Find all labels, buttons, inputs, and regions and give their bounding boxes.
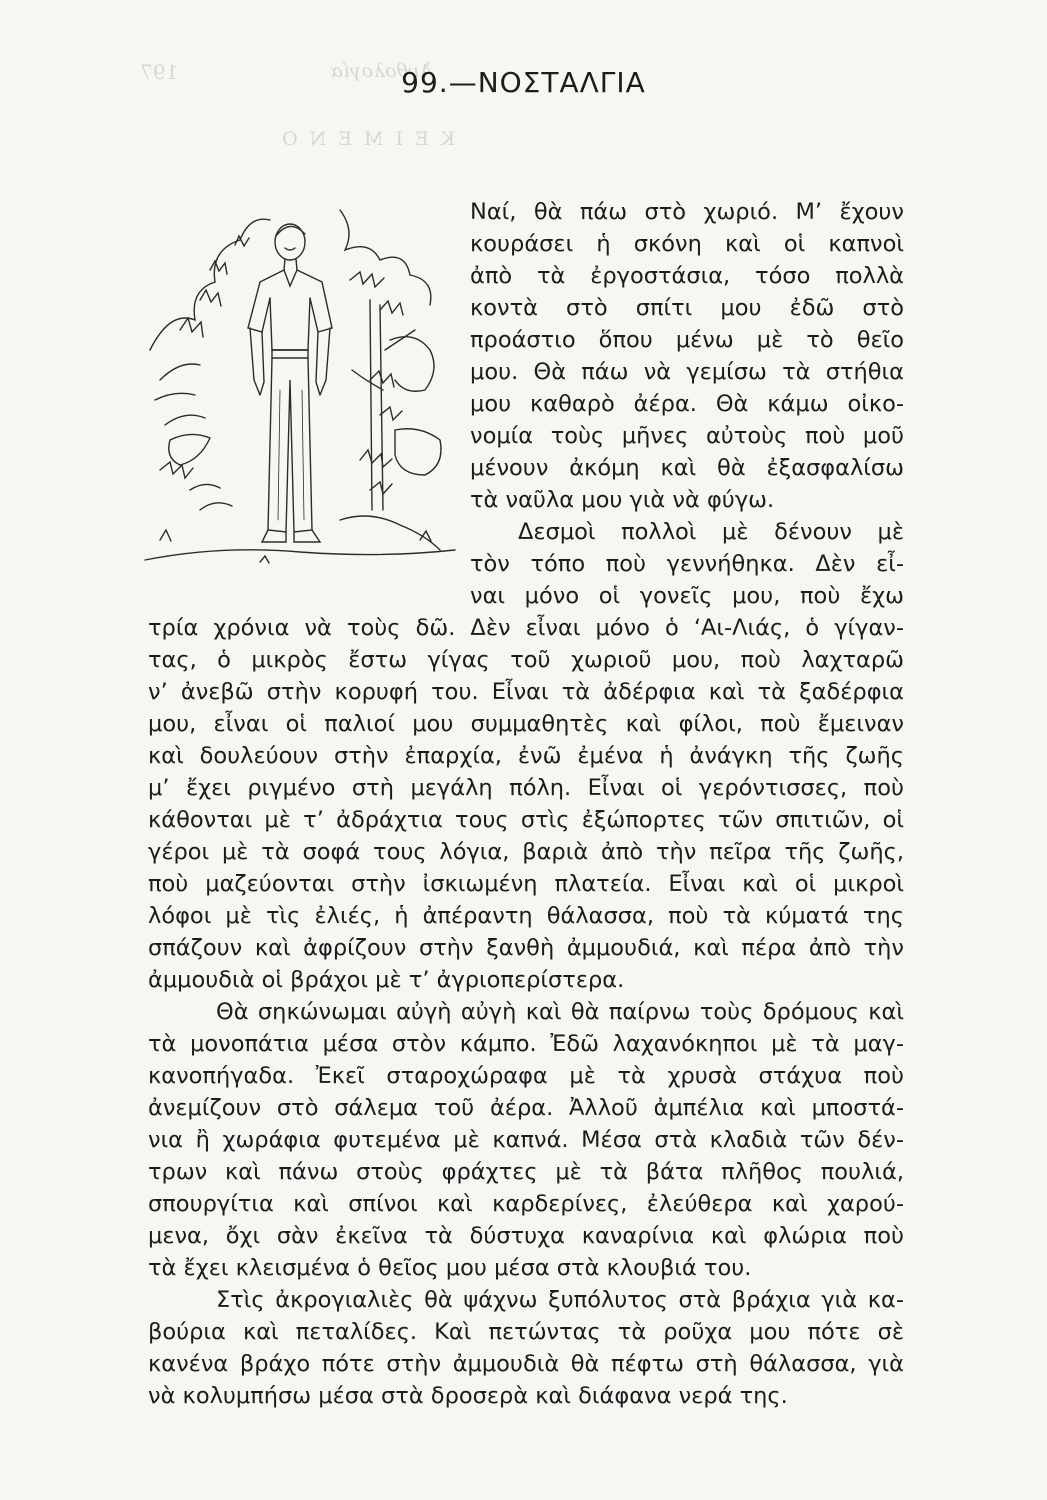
page-title: 99.—ΝΟΣΤΑΛΓΙΑ	[401, 66, 646, 99]
text-line: Στὶς ἀκρογιαλιὲς θὰ ψάχνω ξυπόλυτος στὰ βράχια γιὰ κα-	[216, 1287, 904, 1313]
text-line: μου. Θὰ πάω νὰ γεμίσω τὰ στήθια	[470, 359, 904, 385]
text-line: τρων καὶ πάνω στοὺς φράχτες μὲ τὰ βάτα πλῆθος πουλιά,	[148, 1159, 904, 1185]
text-line: νομία τοὺς μῆνες αὐτοὺς ποὺ μοῦ	[470, 423, 904, 449]
text-line: μένουν ἀκόμη καὶ θὰ ἐξασφαλίσω	[470, 455, 904, 481]
text-line: νὰ κολυμπήσω μέσα στὰ δροσερὰ καὶ διάφανα νερά της.	[148, 1383, 788, 1409]
text-line: κανένα βράχο πότε στὴν ἀμμουδιὰ θὰ πέφτω στὴ θάλασσα, γιὰ	[148, 1351, 904, 1377]
text-line: μ’ ἔχει ριγμένο στὴ μεγάλη πόλη. Εἶναι οἱ γερόντισσες, ποὺ	[148, 775, 904, 801]
text-line: μου, εἶναι οἱ παλιοί μου συμμαθητὲς καὶ φίλοι, ποὺ ἔμειναν	[148, 711, 904, 737]
show-through-running-title: Ἀνθολογία	[330, 60, 434, 82]
text-line: ἀπὸ τὰ ἐργοστάσια, τόσο πολλὰ	[470, 263, 904, 289]
text-line: Θὰ σηκώνωμαι αὐγὴ αὐγὴ καὶ θὰ παίρνω τοὺς δρόμους καὶ	[216, 999, 904, 1025]
text-line: προάστιο ὅπου μένω μὲ τὸ θεῖο	[470, 327, 904, 353]
illustration-man-among-trees	[140, 190, 458, 572]
text-line: νια ἢ χωράφια φυτεμένα μὲ καπνά. Μέσα στὰ κλαδιὰ τῶν δέν-	[148, 1127, 904, 1153]
text-line: ἀνεμίζουν στὸ σάλεμα τοῦ ἀέρα. Ἀλλοῦ ἀμπέλια καὶ μποστά-	[148, 1095, 904, 1121]
text-line: τὰ μονοπάτια μέσα στὸν κάμπο. Ἐδῶ λαχανόκηποι μὲ τὰ μαγ-	[148, 1031, 904, 1057]
text-line: σπουργίτια καὶ σπίνοι καὶ καρδερίνες, ἐλεύθερα καὶ χαρού-	[148, 1191, 904, 1217]
text-line: γέροι μὲ τὰ σοφά τους λόγια, βαριὰ ἀπὸ τὴν πεῖρα τῆς ζωῆς,	[148, 839, 904, 865]
text-line: Ναί, θὰ πάω στὸ χωριό. Μ’ ἔχουν	[470, 199, 904, 225]
text-line: ν’ ἀνεβῶ στὴν κορυφή του. Εἶναι τὰ ἀδέρφια καὶ τὰ ξαδέρφια	[148, 679, 904, 705]
text-line: κάθονται μὲ τ’ ἀδράχτια τους στὶς ἐξώπορτες τῶν σπιτιῶν, οἱ	[148, 807, 904, 833]
text-line: καὶ δουλεύουν στὴν ἐπαρχία, ἐνῶ ἐμένα ἡ ἀνάγκη τῆς ζωῆς	[148, 743, 904, 769]
text-line: τὰ ναῦλα μου γιὰ νὰ φύγω.	[470, 487, 775, 513]
text-line: ἀμμουδιὰ οἱ βράχοι μὲ τ’ ἀγριοπερίστερα.	[148, 967, 625, 993]
show-through-header: 197	[140, 60, 179, 84]
text-line: τρία χρόνια νὰ τοὺς δῶ. Δὲν εἶναι μόνο ὁ ‘Αι-Λιάς, ὁ γίγαν-	[148, 615, 904, 641]
text-line: κοντὰ στὸ σπίτι μου ἐδῶ στὸ	[470, 295, 904, 321]
text-line: Δεσμοὶ πολλοὶ μὲ δένουν μὲ	[518, 519, 904, 545]
show-through-heading: ΚΕΙΜΕΝΟ	[270, 128, 456, 150]
text-line: σπάζουν καὶ ἀφρίζουν στὴν ξανθὴ ἀμμουδιά, καὶ πέρα ἀπὸ τὴν	[148, 935, 904, 961]
text-line: λόφοι μὲ τὶς ἐλιές, ἡ ἀπέραντη θάλασσα, ποὺ τὰ κύματά της	[148, 903, 904, 929]
text-line: βούρια καὶ πεταλίδες. Καὶ πετώντας τὰ ροῦχα μου πότε σὲ	[148, 1319, 904, 1345]
text-line: κανοπήγαδα. Ἐκεῖ σταροχώραφα μὲ τὰ χρυσὰ στάχυα ποὺ	[148, 1063, 904, 1089]
text-line: κουράσει ἡ σκόνη καὶ οἱ καπνοὶ	[470, 231, 904, 257]
text-line: τας, ὁ μικρὸς ἔστω γίγας τοῦ χωριοῦ μου, ποὺ λαχταρῶ	[148, 647, 904, 673]
text-line: ποὺ μαζεύονται στὴν ἰσκιωμένη πλατεία. Εἶναι καὶ οἱ μικροὶ	[148, 871, 904, 897]
text-line: τὰ ἔχει κλεισμένα ὁ θεῖος μου μέσα στὰ κλουβιά του.	[148, 1255, 752, 1281]
text-line: μενα, ὄχι σὰν ἐκεῖνα τὰ δύστυχα καναρίνια καὶ φλώρια ποὺ	[148, 1223, 904, 1249]
text-line: τὸν τόπο ποὺ γεννήθηκα. Δὲν εἶ-	[470, 551, 904, 577]
text-line: ναι μόνο οἱ γονεῖς μου, ποὺ ἔχω	[470, 583, 904, 609]
text-line: μου καθαρὸ ἀέρα. Θὰ κάμω οἰκο-	[470, 391, 904, 417]
